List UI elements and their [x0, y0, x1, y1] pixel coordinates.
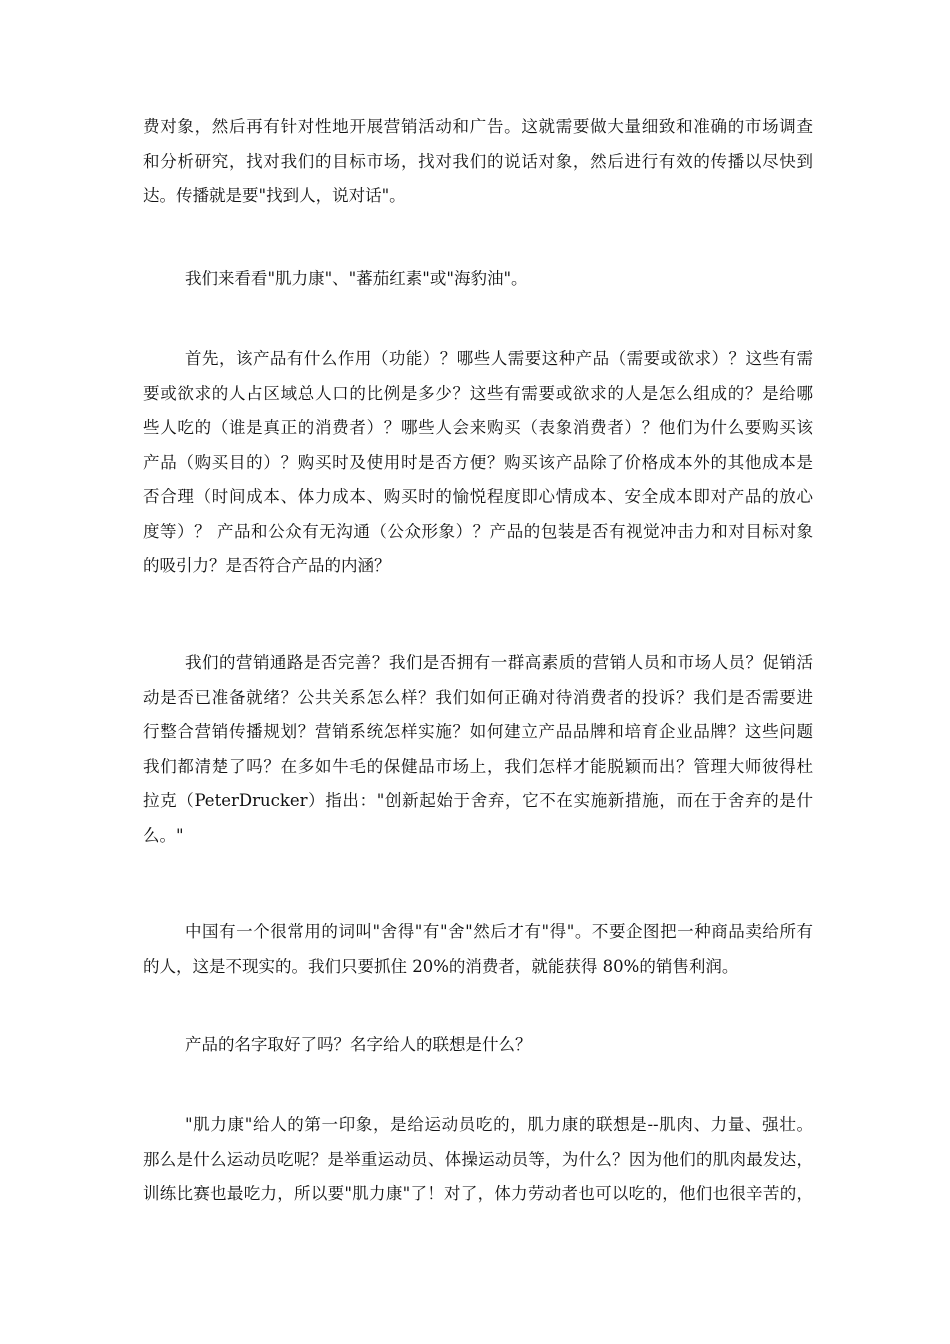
paragraph-line: 的人，这是不现实的。我们只要抓住 20%的消费者，就能获得 80%的销售利润。 — [143, 956, 739, 976]
paragraph-2 — [143, 262, 813, 297]
paragraph-line: 产品的名字取好了吗？名字给人的联想是什么？ — [185, 1035, 532, 1054]
paragraph-line: 我们来看看"肌力康"、"蕃茄红素"或"海豹油"。 — [185, 269, 528, 288]
paragraph-line: 中国有一个很常用的词叫"舍得"有"舍"然后才有"得"。不要企图把一种商品卖给所有 — [185, 922, 813, 941]
paragraph-4 — [143, 646, 813, 853]
paragraph-1 — [143, 110, 813, 214]
paragraph-line: "肌力康"给人的第一印象，是给运动员吃的，肌力康的联想是--肌肉、力量、强壮。 — [185, 1115, 813, 1134]
paragraph-line: 和分析研究，找对我们的目标市场，找对我们的说话对象，然后进行有效的传播以尽快到 — [143, 151, 813, 171]
paragraph-line: 拉克（PeterDrucker）指出："创新起始于舍弃，它不在实施新措施，而在于舍弃的是什 — [143, 791, 813, 810]
paragraph-line: 些人吃的（谁是真正的消费者）？哪些人会来购买（表象消费者）？他们为什么要购买该 — [143, 418, 813, 437]
paragraph-3 — [143, 342, 813, 584]
paragraph-line: 我们都清楚了吗？在多如牛毛的保健品市场上，我们怎样才能脱颖而出？管理大师彼得杜 — [143, 756, 813, 776]
paragraph-line: 首先，该产品有什么作用（功能）？哪些人需要这种产品（需要或欲求）？这些有需 — [185, 349, 813, 368]
paragraph-line: 要或欲求的人占区域总人口的比例是多少？这些有需要或欲求的人是怎么组成的？是给哪 — [143, 383, 813, 403]
paragraph-line: 那么是什么运动员吃呢？是举重运动员、体操运动员等，为什么？因为他们的肌肉最发达， — [143, 1149, 813, 1169]
paragraph-line: 训练比赛也最吃力，所以要"肌力康"了！对了，体力劳动者也可以吃的，他们也很辛苦的， — [143, 1184, 813, 1203]
paragraph-line: 否合理（时间成本、体力成本、购买时的愉悦程度即心情成本、安全成本即对产品的放心 — [143, 487, 813, 506]
paragraph-7 — [143, 1108, 813, 1212]
paragraph-line: 行整合营销传播规划？营销系统怎样实施？如何建立产品品牌和培育企业品牌？这些问题 — [143, 722, 813, 741]
paragraph-line: 度等）？ 产品和公众有无沟通（公众形象）？产品的包装是否有视觉冲击力和对目标对象 — [143, 521, 813, 541]
paragraph-line: 费对象，然后再有针对性地开展营销活动和广告。这就需要做大量细致和准确的市场调查 — [143, 117, 813, 136]
paragraph-line: 产品（购买目的）？购买时及使用时是否方便？购买该产品除了价格成本外的其他成本是 — [143, 452, 813, 472]
paragraph-line: 动是否已准备就绪？公共关系怎么样？我们如何正确对待消费者的投诉？我们是否需要进 — [143, 687, 813, 707]
paragraph-line: 我们的营销通路是否完善？我们是否拥有一群高素质的营销人员和市场人员？促销活 — [185, 653, 813, 672]
paragraph-line: 达。传播就是要"找到人，说对话"。 — [143, 186, 406, 205]
paragraph-6 — [143, 1028, 813, 1063]
paragraph-5 — [143, 915, 813, 984]
paragraph-line: 的吸引力？是否符合产品的内涵？ — [143, 556, 391, 575]
paragraph-line: 么。" — [143, 825, 184, 845]
